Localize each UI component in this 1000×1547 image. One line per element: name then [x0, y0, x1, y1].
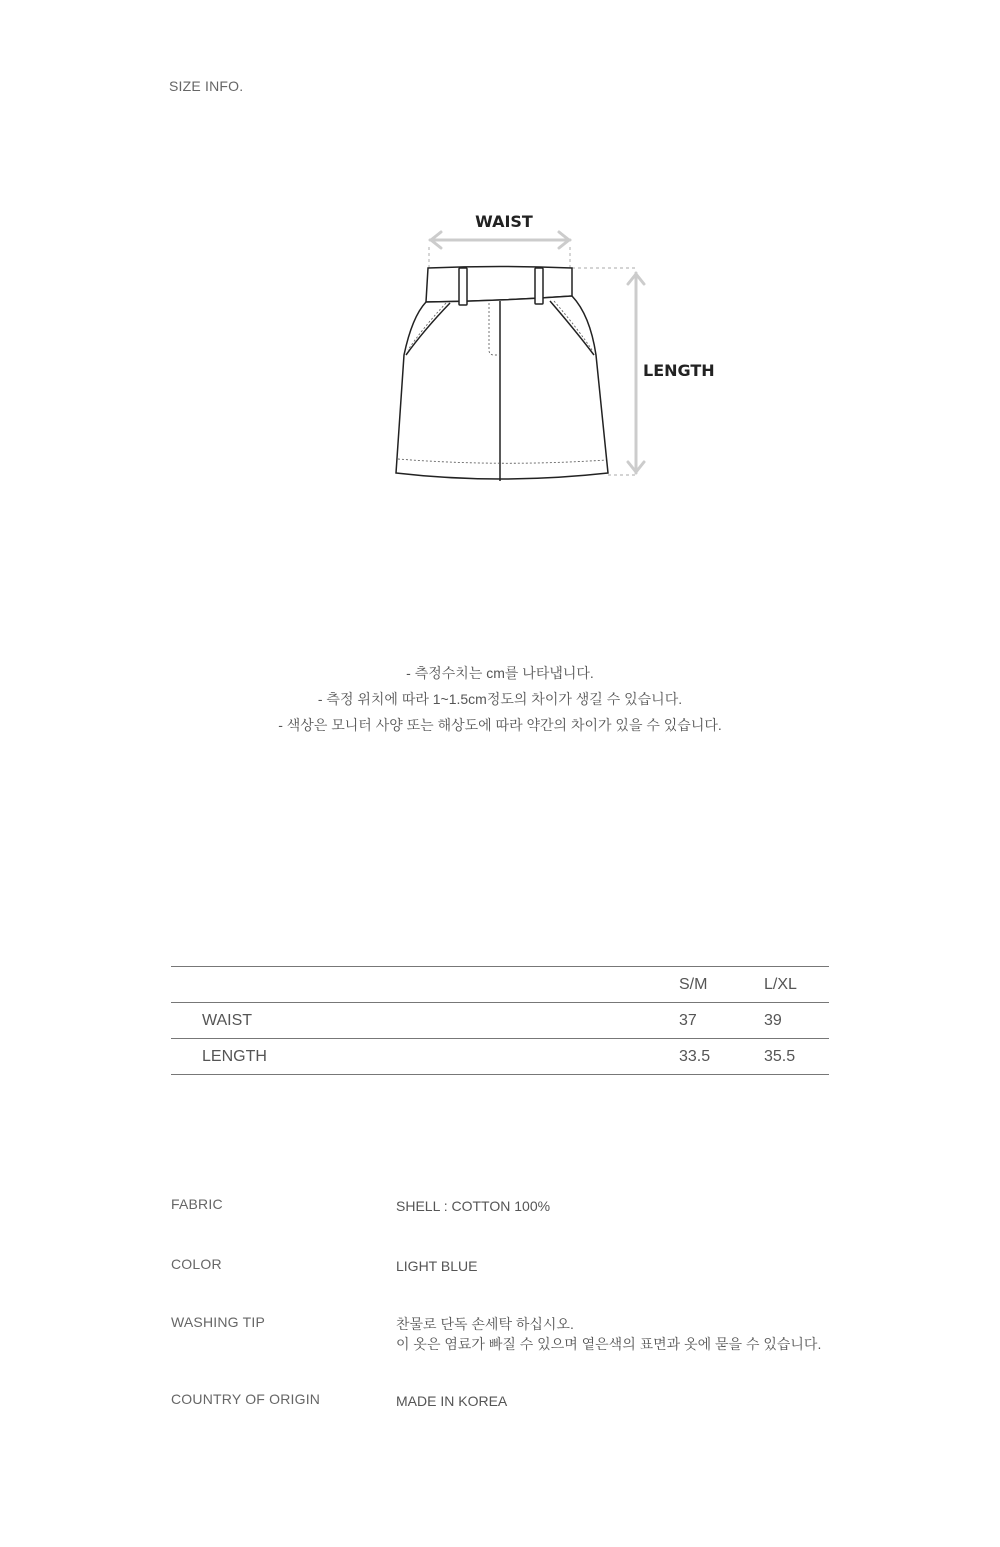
waist-label: WAIST [475, 212, 533, 231]
info-value [396, 1314, 821, 1354]
row-name: WAIST [202, 1011, 253, 1029]
size-table [171, 966, 829, 1075]
row-value-sm: 37 [679, 1011, 697, 1029]
page-title: SIZE INFO. [169, 78, 244, 94]
info-label: FABRIC [171, 1196, 223, 1212]
info-row-origin [171, 1391, 831, 1411]
measurement-notes [0, 660, 1000, 738]
info-label: COUNTRY OF ORIGIN [171, 1391, 321, 1407]
info-row-color [171, 1256, 831, 1276]
row-value-lxl: 35.5 [764, 1047, 796, 1065]
row-value-lxl: 39 [764, 1011, 782, 1029]
size-diagram [380, 205, 740, 495]
header-cell-lxl: L/XL [764, 975, 797, 993]
info-value: SHELL : COTTON 100% [396, 1198, 551, 1214]
length-arrow [628, 273, 644, 473]
table-header-row [171, 967, 829, 1003]
row-value-sm: 33.5 [679, 1047, 711, 1065]
header-cell-name [171, 967, 679, 1003]
header-cell-sm: S/M [679, 975, 708, 993]
info-row-washing [171, 1314, 831, 1354]
row-name: LENGTH [202, 1047, 267, 1065]
note-line: - 색상은 모니터 사양 또는 해상도에 따라 약간의 차이가 있을 수 있습니다. [278, 717, 722, 733]
skirt-diagram-svg [380, 205, 740, 495]
info-label: WASHING TIP [171, 1314, 265, 1330]
note-line: - 측정수치는 cm를 나타냅니다. [406, 665, 594, 681]
waist-arrow [430, 232, 570, 248]
table-row [171, 1003, 829, 1039]
washing-line: 찬물로 단독 손세탁 하십시오. [396, 1316, 574, 1332]
washing-line: 이 옷은 염료가 빠질 수 있으며 옅은색의 표면과 옷에 묻을 수 있습니다. [396, 1336, 822, 1352]
note-line: - 측정 위치에 따라 1~1.5cm정도의 차이가 생길 수 있습니다. [317, 691, 683, 707]
table-row [171, 1039, 829, 1075]
skirt-illustration [396, 267, 608, 482]
info-value: MADE IN KOREA [396, 1393, 508, 1409]
info-row-fabric [171, 1196, 831, 1216]
info-value: LIGHT BLUE [396, 1258, 478, 1274]
length-label: LENGTH [643, 361, 715, 380]
info-label: COLOR [171, 1256, 222, 1272]
